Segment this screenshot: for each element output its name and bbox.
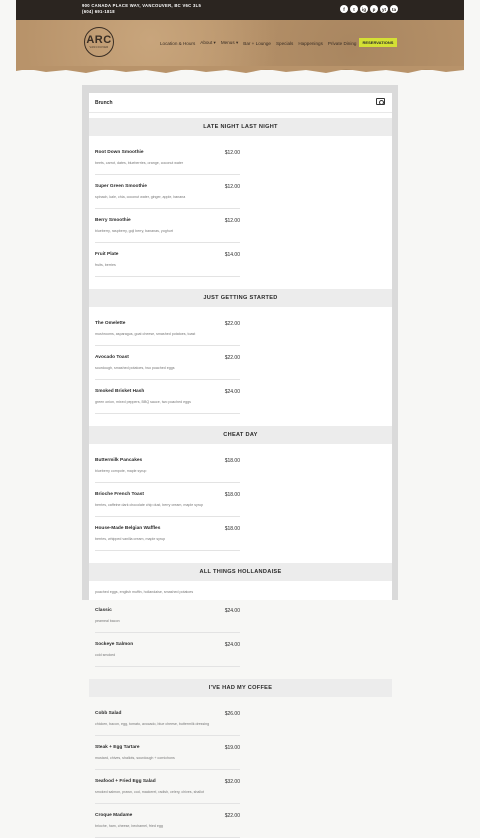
item-description: mustard, chives, shallots, sourdough + cornichons [95, 756, 175, 760]
item-name: Avocado Toast [95, 355, 129, 360]
torn-paper-edge [16, 66, 464, 74]
nav-bar-lounge[interactable]: Bar + Lounge [243, 40, 271, 46]
item-price: $19.00 [224, 745, 240, 751]
item-price: $12.00 [224, 184, 240, 190]
chevron-down-icon: ▾ [235, 40, 239, 45]
item-price: $22.00 [224, 355, 240, 361]
item-description: sourdough, smashed potatoes, two poached eggs [95, 366, 175, 370]
menu-panel [89, 93, 392, 828]
top-bar [16, 0, 464, 20]
reservations-button[interactable]: RESERVATIONS [359, 38, 397, 47]
menu-item [95, 736, 240, 770]
item-price: $22.00 [224, 813, 240, 819]
item-description: smoked salmon, prawn, cod, mackerel, radish, celery, chives, shallot [95, 790, 204, 794]
section-items [89, 444, 392, 551]
item-description: blueberry compote, maple syrup [95, 469, 147, 473]
nav-private-dining[interactable]: Private Dining [327, 40, 357, 46]
menu-item [95, 770, 240, 804]
item-name: Cobb Salad [95, 711, 122, 716]
menu-title: Brunch [95, 100, 113, 106]
item-name: Croque Madame [95, 813, 133, 818]
menu-item [95, 141, 240, 175]
section-items [89, 307, 392, 414]
item-name: Berry Smoothie [95, 218, 131, 223]
item-description: mushrooms, asparagus, goat cheese, smashed potatoes, toast [95, 332, 196, 336]
item-price: $22.00 [224, 321, 240, 327]
item-name: Fruit Plate [95, 252, 119, 257]
menu-item [95, 449, 240, 483]
chevron-down-icon: ▾ [213, 40, 216, 45]
arc-logo[interactable]: ARC VANCOUVER [84, 27, 114, 57]
item-name: Super Green Smoothie [95, 184, 147, 189]
item-price: $18.00 [224, 458, 240, 464]
contact-info [82, 3, 201, 15]
item-description: blueberry, raspberry, goji berry, bananas, yoghurt [95, 229, 173, 233]
item-name: Steak + Egg Tartare [95, 745, 140, 750]
item-price: $24.00 [224, 389, 240, 395]
item-price: $32.00 [224, 779, 240, 785]
address: 900 CANADA PLACE WAY, VANCOUVER, BC V6C 3L5 [82, 3, 202, 8]
item-description: berries, whipped vanilla cream, maple syrup [95, 537, 166, 541]
item-name: Root Down Smoothie [95, 150, 144, 155]
instagram-icon[interactable]: ig [362, 6, 366, 12]
item-price: $24.00 [224, 642, 240, 648]
item-description: berries, caffeine dark chocolate chip dust, berry cream, maple syrup [95, 503, 203, 507]
menu-item [95, 380, 240, 414]
item-name: Sockeye Salmon [95, 642, 134, 647]
camera-icon[interactable] [376, 98, 385, 105]
item-name: Smoked Brisket Hash [95, 389, 145, 394]
social-links [340, 5, 398, 13]
tripadvisor-icon[interactable]: ta [391, 6, 396, 12]
item-description: brioche, ham, cheese, bechamel, fried egg [95, 824, 163, 828]
menu-item [95, 346, 240, 380]
item-price: $18.00 [224, 492, 240, 498]
item-description: green onion, mixed peppers, BBQ sauce, two poached eggs [95, 400, 191, 404]
item-price: $12.00 [224, 218, 240, 224]
item-name: House-Made Belgian Waffles [95, 526, 161, 531]
item-name: Buttermilk Pancakes [95, 458, 143, 463]
item-price: $18.00 [224, 526, 240, 532]
section-heading: ALL THINGS HOLLANDAISE [89, 563, 392, 581]
menu-header [89, 93, 392, 113]
item-price: $24.00 [224, 608, 240, 614]
item-price: $14.00 [224, 252, 240, 258]
menu-item [95, 175, 240, 209]
pinterest-icon[interactable]: p [370, 5, 378, 13]
item-description: fruits, berries [95, 263, 116, 267]
item-description: chicken, bacon, egg, tomato, avocado, blue cheese, buttermilk dressing [95, 722, 210, 726]
item-name: Classic [95, 608, 112, 613]
menu-item [95, 209, 240, 243]
menu-item [95, 517, 240, 551]
menu-item [95, 804, 240, 838]
item-price: $26.00 [224, 711, 240, 717]
item-description: beets, carrot, dates, blueberries, orange, coconut water [95, 161, 184, 165]
menu-item [95, 633, 240, 667]
section-items [89, 136, 392, 277]
item-name: Seafood + Fried Egg Salad [95, 779, 156, 784]
menu-item [95, 702, 240, 736]
item-name: Brioche French Toast [95, 492, 144, 497]
item-name: The Omelette [95, 321, 126, 326]
section-items [89, 594, 392, 667]
nav-location-hours[interactable]: Location & Hours [160, 40, 196, 46]
nav-about[interactable]: About ▾ [200, 40, 216, 45]
facebook-icon[interactable]: f [340, 5, 348, 13]
item-description: peameal bacon [95, 619, 120, 623]
nav-specials[interactable]: Specials [275, 40, 294, 46]
phone-link[interactable]: (604) 691-1818 [82, 9, 115, 14]
section-heading: I'VE HAD MY COFFEE [89, 679, 392, 697]
menu-item [95, 599, 240, 633]
twitter-icon[interactable]: t [350, 5, 358, 13]
item-description: cold smoked [95, 653, 116, 657]
menu-item [95, 483, 240, 517]
section-note: poached eggs, english muffin, hollandaise, smashed potatoes [95, 590, 194, 594]
item-price: $12.00 [224, 150, 240, 156]
section-heading: CHEAT DAY [89, 426, 392, 444]
youtube-icon[interactable]: yt [381, 6, 386, 12]
nav-happenings[interactable]: Happenings [298, 40, 323, 46]
nav-menus[interactable]: Menus ▾ [220, 40, 239, 45]
menu-item [95, 243, 240, 277]
section-items [89, 697, 392, 838]
main-nav [160, 40, 356, 46]
item-description: spinach, kale, chia, coconut water, ginger, apple, banana [95, 195, 186, 199]
section-heading: JUST GETTING STARTED [89, 289, 392, 307]
section-heading: LATE NIGHT LAST NIGHT [89, 118, 392, 136]
menu-item [95, 312, 240, 346]
